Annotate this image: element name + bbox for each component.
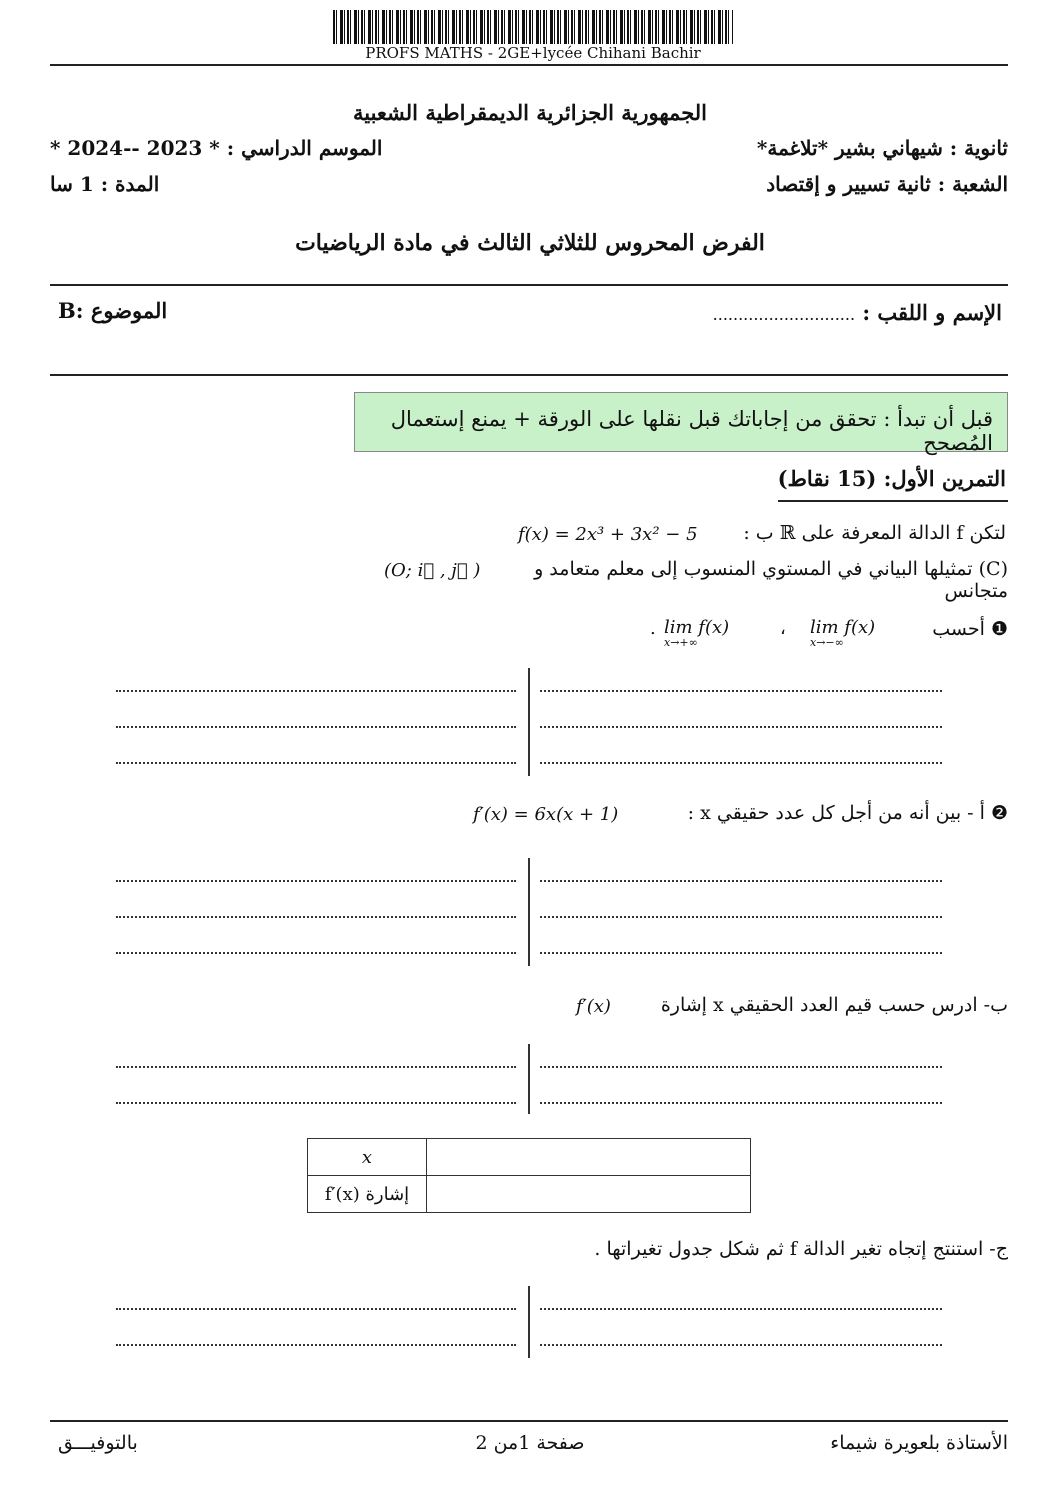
exercise-title-underline	[778, 500, 1008, 502]
answer-line[interactable]	[116, 1102, 516, 1104]
duration-label: المدة : 1 سا	[50, 172, 160, 196]
q2a-formula: f′(x) = 6x(x + 1)	[473, 804, 619, 825]
exercise-title: التمرين الأول: (15 نقاط)	[777, 466, 1006, 491]
notice-box	[354, 392, 1008, 455]
answer-separator	[528, 1286, 530, 1358]
q2c-text: ج- استنتج إتجاه تغير الدالة f ثم شكل جدول تغيراتها .	[594, 1238, 1008, 1260]
name-box-top-line	[50, 284, 1008, 286]
footer-divider	[50, 1420, 1008, 1422]
answer-separator	[528, 668, 530, 776]
school-season: الموسم الدراسي : * 2023 --2024 *	[50, 136, 383, 160]
q1-limit-minus: lim f(x) x→−∞	[810, 617, 930, 649]
exam-title: الفرض المحروس للثلاثي الثالث في مادة الرياضيات	[295, 230, 765, 256]
answer-line[interactable]	[540, 880, 942, 882]
q1-limit-minus-sub: x→−∞	[810, 636, 844, 649]
answer-line[interactable]	[116, 762, 516, 764]
answer-separator	[528, 858, 530, 966]
table-x-cell[interactable]	[427, 1139, 751, 1176]
subject-label: الموضوع :B	[58, 298, 168, 323]
name-field: ............................	[712, 305, 856, 324]
answer-line[interactable]	[116, 880, 516, 882]
q1-end: .	[650, 618, 656, 639]
name-label: الإسم و اللقب :	[862, 300, 1002, 325]
q1-number: ❶	[990, 618, 1008, 640]
table-row	[308, 1139, 751, 1176]
q2a-text: أ - بين أنه من أجل كل عدد حقيقي x :	[687, 802, 985, 824]
answer-line[interactable]	[540, 1308, 942, 1310]
q2a-label	[628, 802, 1008, 824]
q1-limit-plus: lim f(x) x→+∞	[664, 617, 784, 649]
intro-text: لتكن f الدالة المعرفة على ℝ ب :	[743, 522, 1006, 544]
answer-line[interactable]	[540, 916, 942, 918]
header-divider	[50, 64, 1008, 66]
q2-number: ❷	[990, 802, 1008, 824]
table-sign-header: إشارة (f′(x	[308, 1176, 427, 1213]
name-box-bottom-line	[50, 374, 1008, 376]
q2b-text: ب- ادرس حسب قيم العدد الحقيقي x إشارة	[660, 994, 1008, 1016]
answer-line[interactable]	[540, 762, 942, 764]
footer-wish: بالتوفيـــق	[58, 1432, 138, 1454]
answer-line[interactable]	[116, 1066, 516, 1068]
sign-table	[307, 1138, 751, 1213]
footer-page: صفحة 1من 2	[475, 1432, 585, 1454]
answer-line[interactable]	[540, 690, 942, 692]
barcode-caption: PROFS MATHS - 2GE+lycée Chihani Bachir	[365, 44, 701, 62]
branch-label: الشعبة : ثانية تسيير و إقتصاد	[766, 172, 1008, 196]
answer-line[interactable]	[116, 690, 516, 692]
footer-teacher: الأستاذة بلعويرة شيماء	[830, 1432, 1008, 1454]
answer-separator	[528, 1044, 530, 1114]
answer-line[interactable]	[540, 1066, 942, 1068]
answer-line[interactable]	[116, 1308, 516, 1310]
answer-line[interactable]	[540, 1344, 942, 1346]
answer-line[interactable]	[540, 1102, 942, 1104]
answer-line[interactable]	[116, 1344, 516, 1346]
answer-line[interactable]	[116, 952, 516, 954]
q1-limit-plus-sub: x→+∞	[664, 636, 698, 649]
answer-line[interactable]	[540, 952, 942, 954]
answer-line[interactable]	[116, 726, 516, 728]
name-row	[402, 300, 1002, 325]
curve-text: (C) تمثيلها البياني في المستوي المنسوب إلى معلم متعامد و متجانس	[534, 558, 1008, 602]
notice-text: قبل أن تبدأ : تحقق من إجاباتك قبل نقلها على الورقة + يمنع إستعمال المُصحح	[390, 407, 993, 455]
q1-text: أحسب	[932, 618, 985, 640]
table-row	[308, 1176, 751, 1213]
republic-title: الجمهورية الجزائرية الديمقراطية الشعبية	[352, 100, 707, 125]
barcode-image	[333, 10, 733, 44]
table-x-header: x	[308, 1139, 427, 1176]
answer-line[interactable]	[540, 726, 942, 728]
school-name: ثانوية : شيهاني بشير *تلاغمة*	[756, 136, 1008, 160]
q1-separator: ،	[780, 618, 786, 639]
q2b-formula: f′(x)	[576, 996, 611, 1017]
frame-notation: (O; i⃗ , j⃗ )	[384, 560, 481, 581]
table-sign-cell[interactable]	[427, 1176, 751, 1213]
answer-line[interactable]	[116, 916, 516, 918]
function-formula: f(x) = 2x³ + 3x² − 5	[518, 524, 698, 545]
